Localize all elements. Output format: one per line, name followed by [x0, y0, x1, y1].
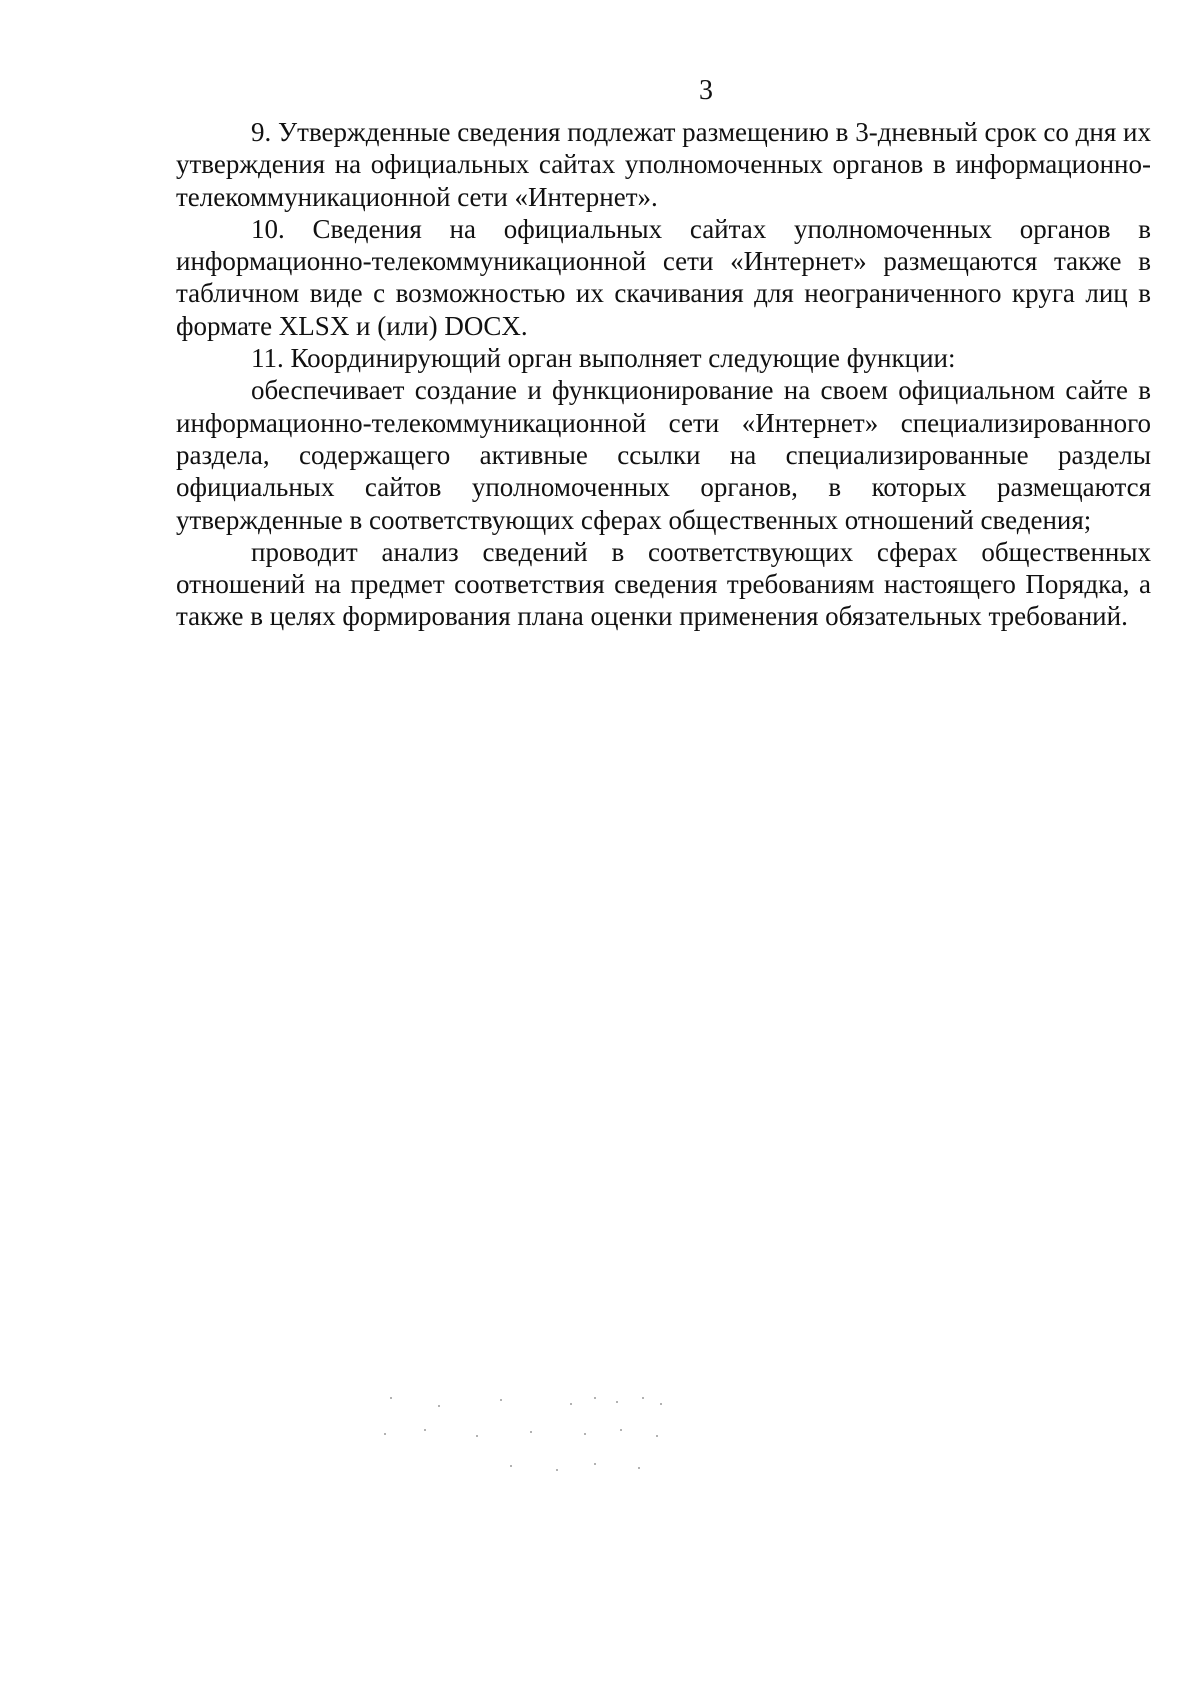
scan-noise — [380, 1393, 720, 1483]
page-number: 3 — [699, 75, 713, 106]
paragraph-item-9: 9. Утвержденные сведения подлежат размещению в 3-дневный срок со дня их утверждения на официальных сайтах уполномоченных органов в информационно-телекоммуникационной сети «Интернет». — [176, 117, 1151, 212]
paragraph-item-10: 10. Сведения на официальных сайтах уполномоченных органов в информационно-телекоммуникационной сети «Интернет» размещаются также в табличном виде с возможностью их скачивания для неограниченного круга лиц в формате XLSX и (или) DOCX. — [176, 213, 1151, 341]
paragraph-item-11: 11. Координирующий орган выполняет следующие функции: — [251, 343, 956, 374]
document-body — [176, 116, 1151, 633]
paragraph-function-analysis: проводит анализ сведений в соответствующих сферах общественных отношений на предмет соответствия сведения требованиям настоящего Порядка, а также в целях формирования плана оценки применения обязательных требований. — [176, 536, 1151, 632]
paragraph-function-site-section: обеспечивает создание и функционирование на своем официальном сайте в информационно-телекоммуникационной сети «Интернет» специализированного раздела, содержащего активные ссылки на специализированные разделы официальных сайтов уполномоченных органов, в которых размещаются утвержденные в соответствующих сферах общественных отношений сведения; — [176, 375, 1151, 535]
